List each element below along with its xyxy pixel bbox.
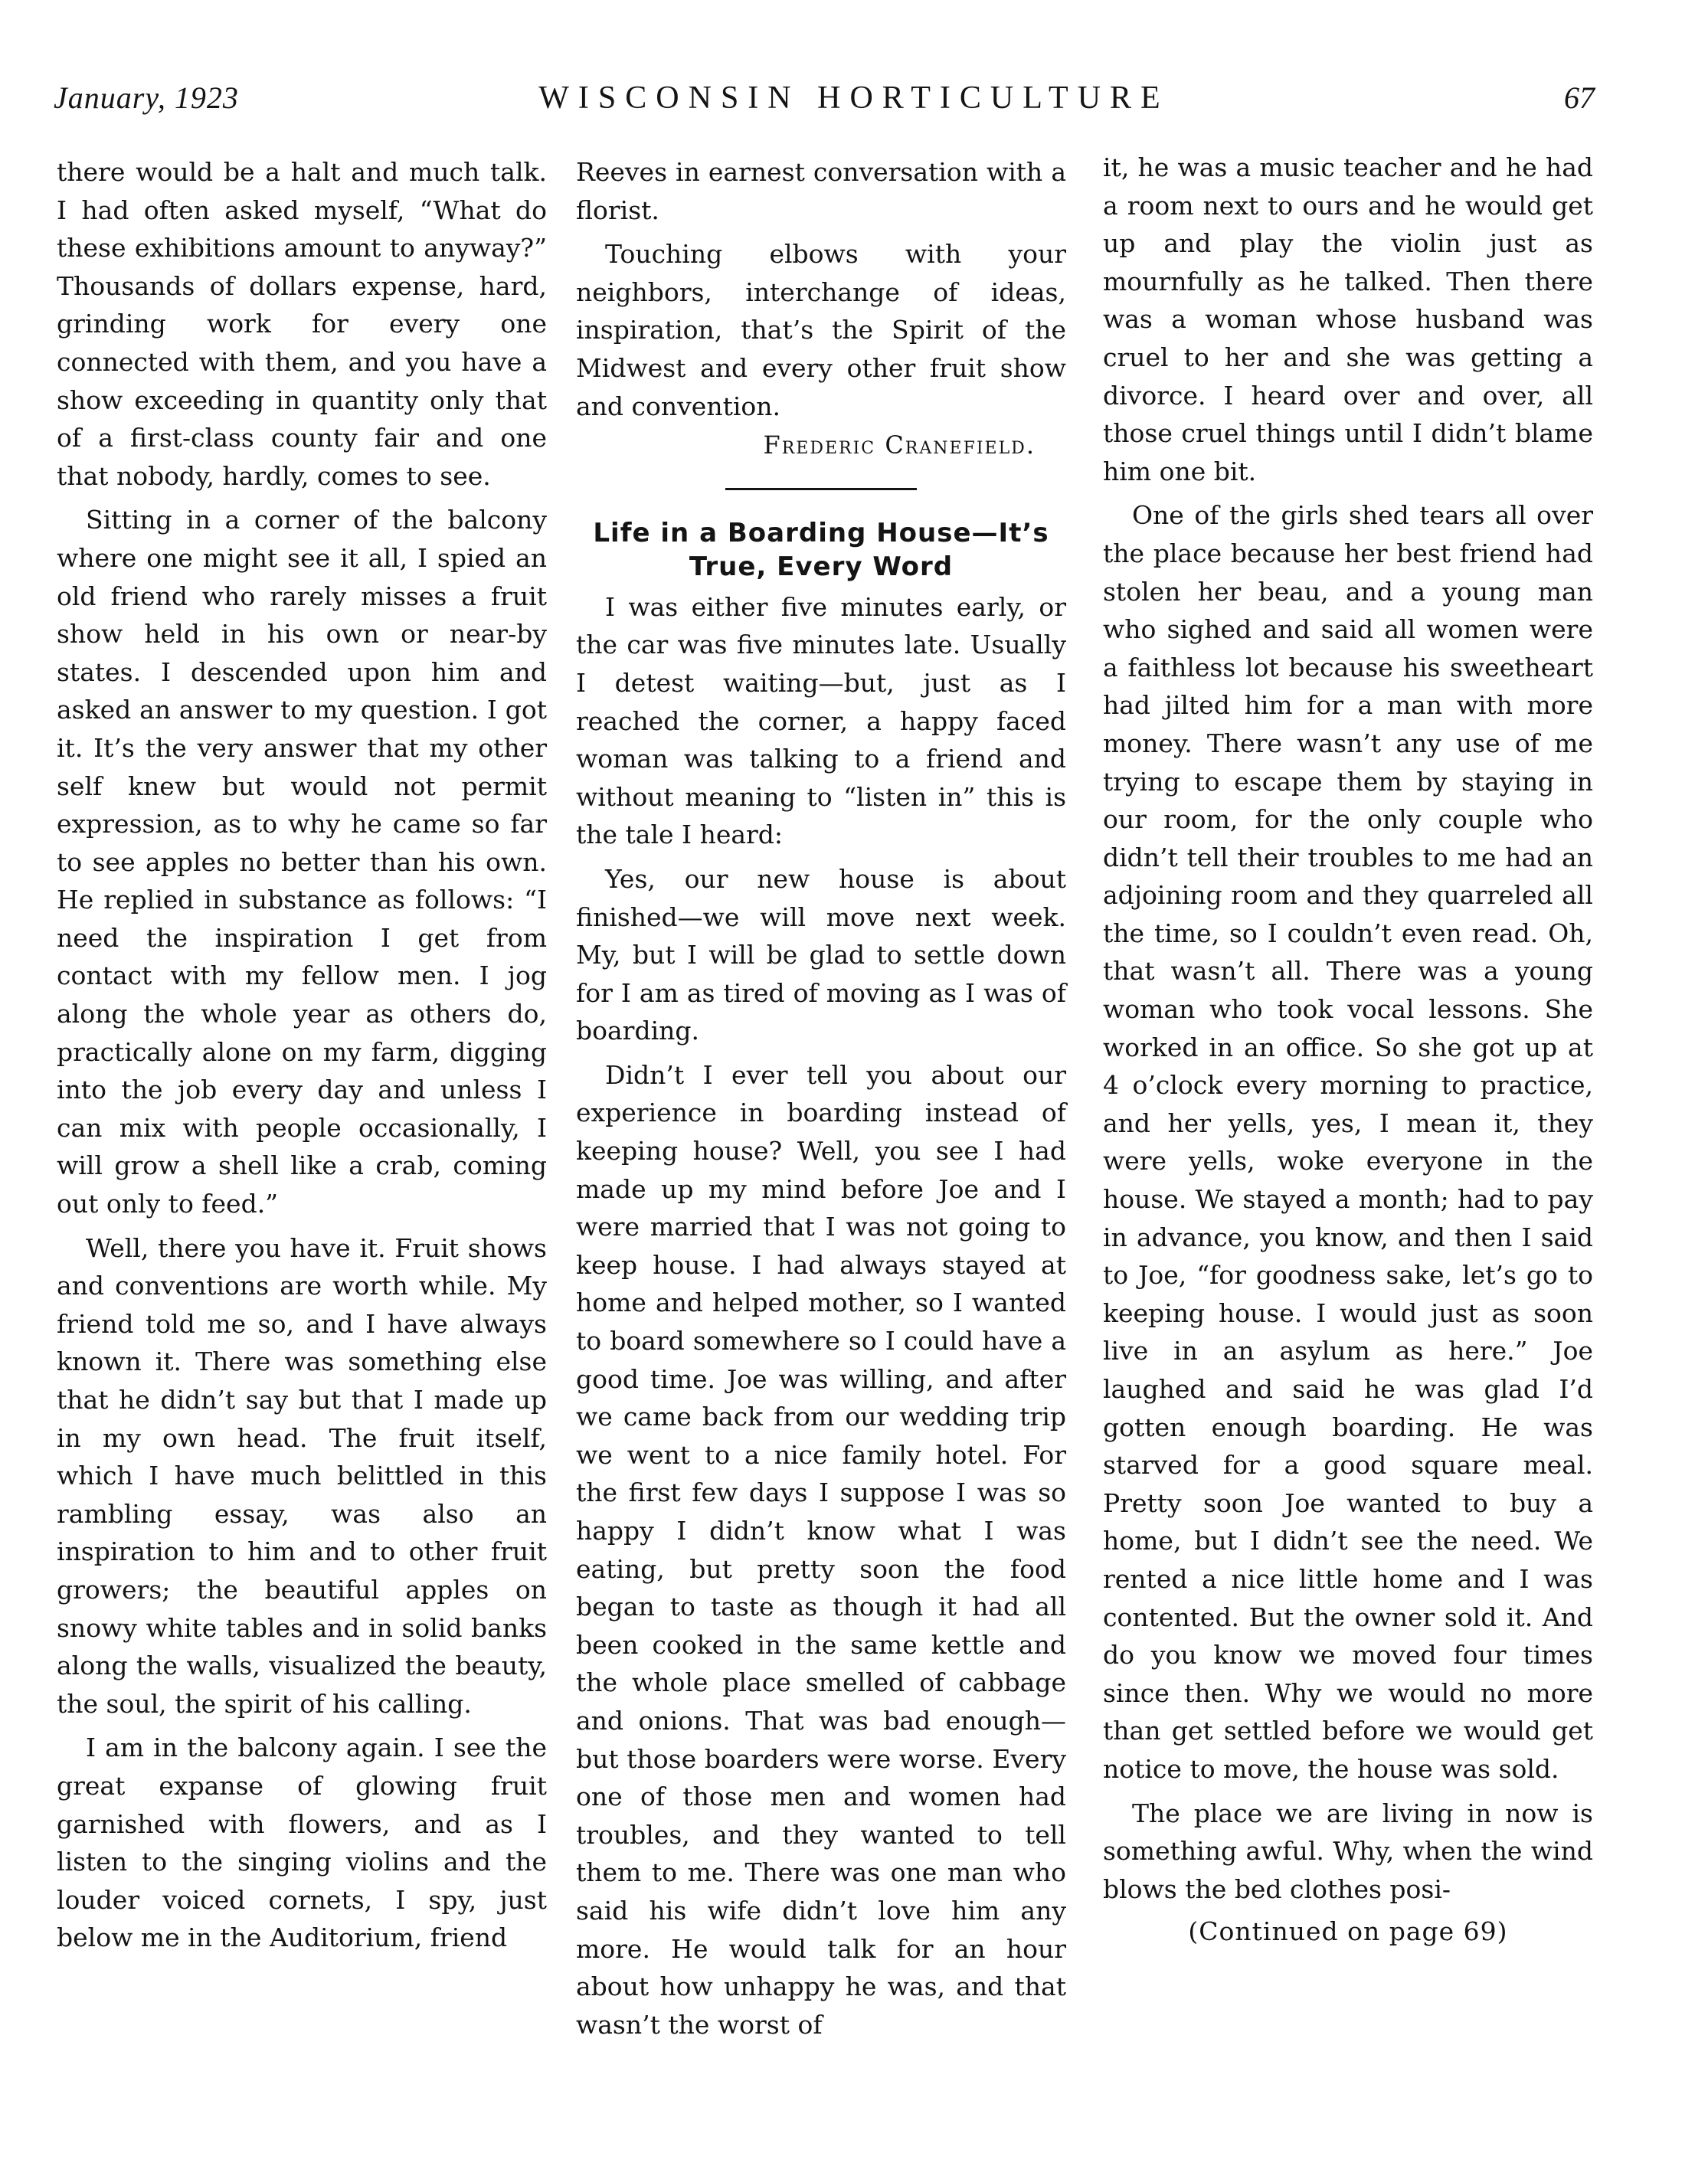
issue-date: January, 1923 (54, 80, 239, 115)
paragraph: Well, there you have it. Fruit shows and conventions are worth while. My friend told me so, and I have always known it. There was something else that he didn’t say but that I made up in my own head. The fruit itself, which I have much belittled in this rambling essay, was also an inspiration to him and to other fruit growers; the beautiful apples on snowy white tables and in solid banks along the walls, visualized the beauty, the soul, the spirit of his calling. (57, 1232, 547, 1719)
article-headline: Life in a Boarding House—It’s True, Every Word (593, 517, 1049, 582)
paragraph: I was either five minutes early, or the car was five minutes late. Usually I detest waiting—but, just as I reached the corner, a happy faced woman was talking to a friend and without meaning to “listen in” this is the tale I heard: (576, 591, 1066, 850)
paragraph: Touching elbows with your neighbors, interchange of ideas, inspiration, that’s the Spirit of the Midwest and every other fruit show and convention. (576, 239, 1066, 421)
paragraph: One of the girls shed tears all over the place because her best friend had stolen her beau, and a young man who sighed and said all women were a faithless lot because his sweetheart had jilted him for a man with more money. There wasn’t any use of me trying to escape them by staying in our room, for the only couple who didn’t tell their troubles to me had an adjoining room and they quarreled all the time, so I couldn’t even read. Oh, that wasn’t all. There was a young woman who took vocal lessons. She worked in an office. So she got up at 4 o’clock every morning to practice, and her yells, yes, I mean it, they were yells, woke everyone in the house. We stayed a month; had to pay in advance, you know, and then I said to Joe, “for goodness sake, let’s go to keeping house. I would just as soon live in an asylum as here.” Joe laughed and said he was glad I’d gotten enough boarding. He was starved for a good square meal. Pretty soon Joe wanted to buy a home, but I didn’t see the need. We rented a nice little home and I was contented. But the owner sold it. And do you know we moved four times since then. Why we would no more than get settled before we would get notice to move, the house was sold. (1103, 500, 1593, 1784)
column-3 (1103, 149, 1593, 1951)
column-2 (576, 153, 1066, 2044)
column-1 (57, 153, 547, 1957)
paragraph: there would be a halt and much talk. I had often asked myself, “What do these exhibitions amount to anyway?” Thousands of dollars expense, hard, grinding work for every one connected with them, and you have a show exceeding in quantity only that of a first-class county fair and one that nobody, hardly, comes to see. (57, 157, 547, 491)
paragraph: Reeves in earnest conversation with a florist. (576, 157, 1066, 225)
paragraph: Yes, our new house is about finished—we will move next week. My, but I will be glad to settle down for I am as tired of moving as I was of boarding. (576, 863, 1066, 1046)
page-number: 67 (1564, 80, 1595, 115)
author-signature: Frederic Cranefield. (763, 430, 1036, 460)
section-divider (725, 488, 917, 490)
paragraph: I am in the balcony again. I see the great expanse of glowing fruit garnished with flowers, and as I listen to the singing violins and the louder voiced cornets, I spy, just below me in the Auditorium, friend (57, 1733, 547, 1953)
publication-title: WISCONSIN HORTICULTURE (538, 80, 1170, 116)
continued-notice: (Continued on page 69) (1188, 1916, 1508, 1947)
paragraph: Didn’t I ever tell you about our experience in boarding instead of keeping house? Well, you see I had made up my mind before Joe and I were married that I was not going to keep house. I had always stayed at home and helped mother, so I wanted to board somewhere so I could have a good time. Joe was willing, and after we came back from our wedding trip we went to a nice family hotel. For the first few days I suppose I was so happy I didn’t know what I was eating, but pretty soon the food began to taste as though it had all been cooked in the same kettle and the whole place smelled of cabbage and onions. That was bad enough—but those boarders were worse. Every one of those men and women had troubles, and they wanted to tell them to me. There was one man who said his wife didn’t love him any more. He would talk for an hour about how unhappy he was, and that wasn’t the worst of (576, 1059, 1066, 2040)
paragraph: it, he was a music teacher and he had a room next to ours and he would get up and play the violin just as mournfully as he talked. Then there was a woman whose husband was cruel to her and she was getting a divorce. I heard over and over, all those cruel things until I didn’t blame him one bit. (1103, 152, 1593, 486)
paragraph: Sitting in a corner of the balcony where one might see it all, I spied an old friend who rarely misses a fruit show held in his own or near-by states. I descended upon him and asked an answer to my question. I got it. It’s the very answer that my other self knew but would not permit expression, as to why he came so far to see apples no better than his own. He replied in substance as follows: “I need the inspiration I get from contact with my fellow men. I jog along the whole year as others do, practically alone on my farm, digging into the job every day and unless I can mix with people occasionally, I will grow a shell like a crab, coming out only to feed.” (57, 505, 547, 1219)
paragraph: The place we are living in now is something awful. Why, when the wind blows the bed clothes posi- (1103, 1798, 1593, 1904)
running-header (0, 80, 1708, 126)
